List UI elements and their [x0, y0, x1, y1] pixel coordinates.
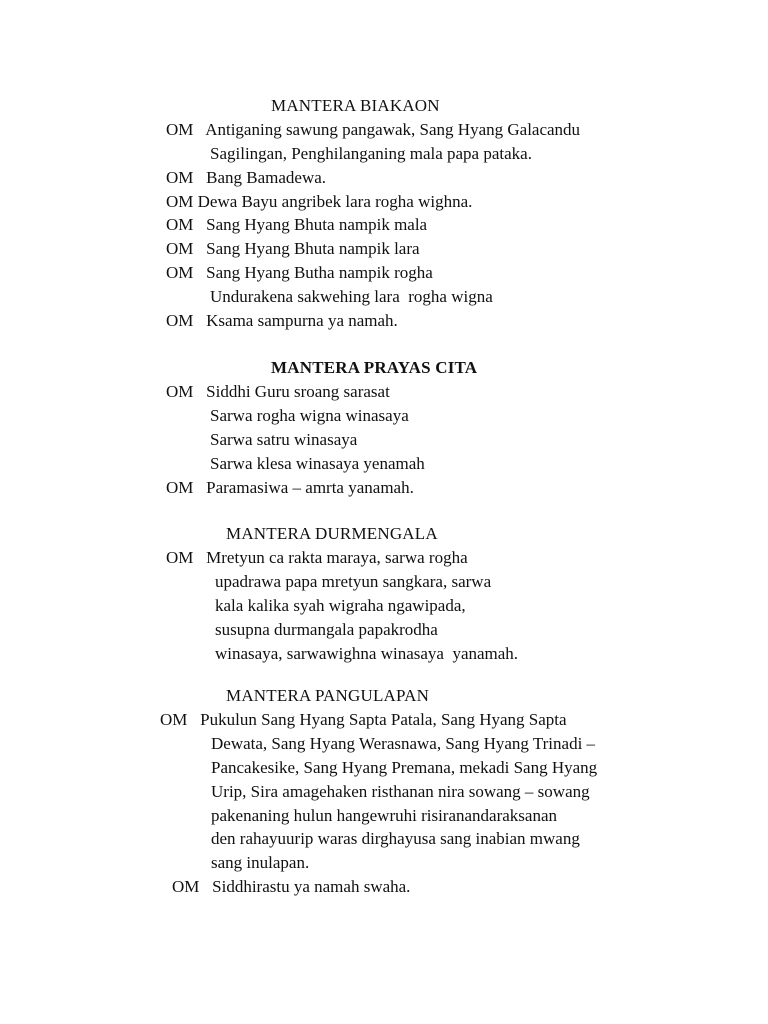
mantra-line: den rahayuurip waras dirghayusa sang inabian mwang — [211, 829, 580, 848]
mantra-line: OM Siddhirastu ya namah swaha. — [172, 877, 411, 896]
mantra-line: OM Sang Hyang Bhuta nampik mala — [166, 215, 428, 234]
mantra-line: Urip, Sira amagehaken risthanan nira sowang – sowang — [211, 782, 590, 801]
mantra-line: Sarwa klesa winasaya yenamah — [210, 454, 425, 473]
mantra-line: OM Mretyun ca rakta maraya, sarwa rogha — [166, 548, 468, 567]
mantra-line: Dewata, Sang Hyang Werasnawa, Sang Hyang Trinadi – — [211, 734, 596, 753]
mantra-line: Sarwa satru winasaya — [210, 430, 358, 449]
mantra-line: Pancakesike, Sang Hyang Premana, mekadi Sang Hyang — [211, 758, 598, 777]
mantra-line: OM Ksama sampurna ya namah. — [166, 311, 398, 330]
mantra-line: OM Antiganing sawung pangawak, Sang Hyang Galacandu — [166, 120, 581, 139]
mantra-line: OM Paramasiwa – amrta yanamah. — [166, 478, 414, 497]
mantra-line: winasaya, sarwawighna winasaya yanamah. — [215, 644, 519, 663]
mantra-line: OM Pukulun Sang Hyang Sapta Patala, Sang Hyang Sapta — [160, 710, 567, 729]
mantra-line: sang inulapan. — [211, 853, 310, 872]
mantra-line: OM Sang Hyang Butha nampik rogha — [166, 263, 433, 282]
mantra-line: kala kalika syah wigraha ngawipada, — [215, 596, 466, 615]
mantra-line: pakenaning hulun hangewruhi risiranandaraksanan — [211, 806, 558, 825]
mantra-line: susupna durmangala papakrodha — [215, 620, 438, 639]
mantra-line: upadrawa papa mretyun sangkara, sarwa — [215, 572, 492, 591]
mantra-line: OM Sang Hyang Bhuta nampik lara — [166, 239, 420, 258]
mantra-line: Undurakena sakwehing lara rogha wigna — [210, 287, 493, 306]
mantra-line: OM Siddhi Guru sroang sarasat — [166, 382, 390, 401]
section-title-prayas-cita: MANTERA PRAYAS CITA — [271, 358, 478, 377]
section-title-biakaon: MANTERA BIAKAON — [271, 96, 440, 115]
section-title-pangulapan: MANTERA PANGULAPAN — [226, 686, 430, 705]
section-title-durmengala: MANTERA DURMENGALA — [226, 524, 438, 543]
mantra-line: Sagilingan, Penghilanganing mala papa pataka. — [210, 144, 532, 163]
mantra-line: OM Dewa Bayu angribek lara rogha wighna. — [166, 192, 473, 211]
mantra-line: Sarwa rogha wigna winasaya — [210, 406, 409, 425]
mantra-line: OM Bang Bamadewa. — [166, 168, 327, 187]
